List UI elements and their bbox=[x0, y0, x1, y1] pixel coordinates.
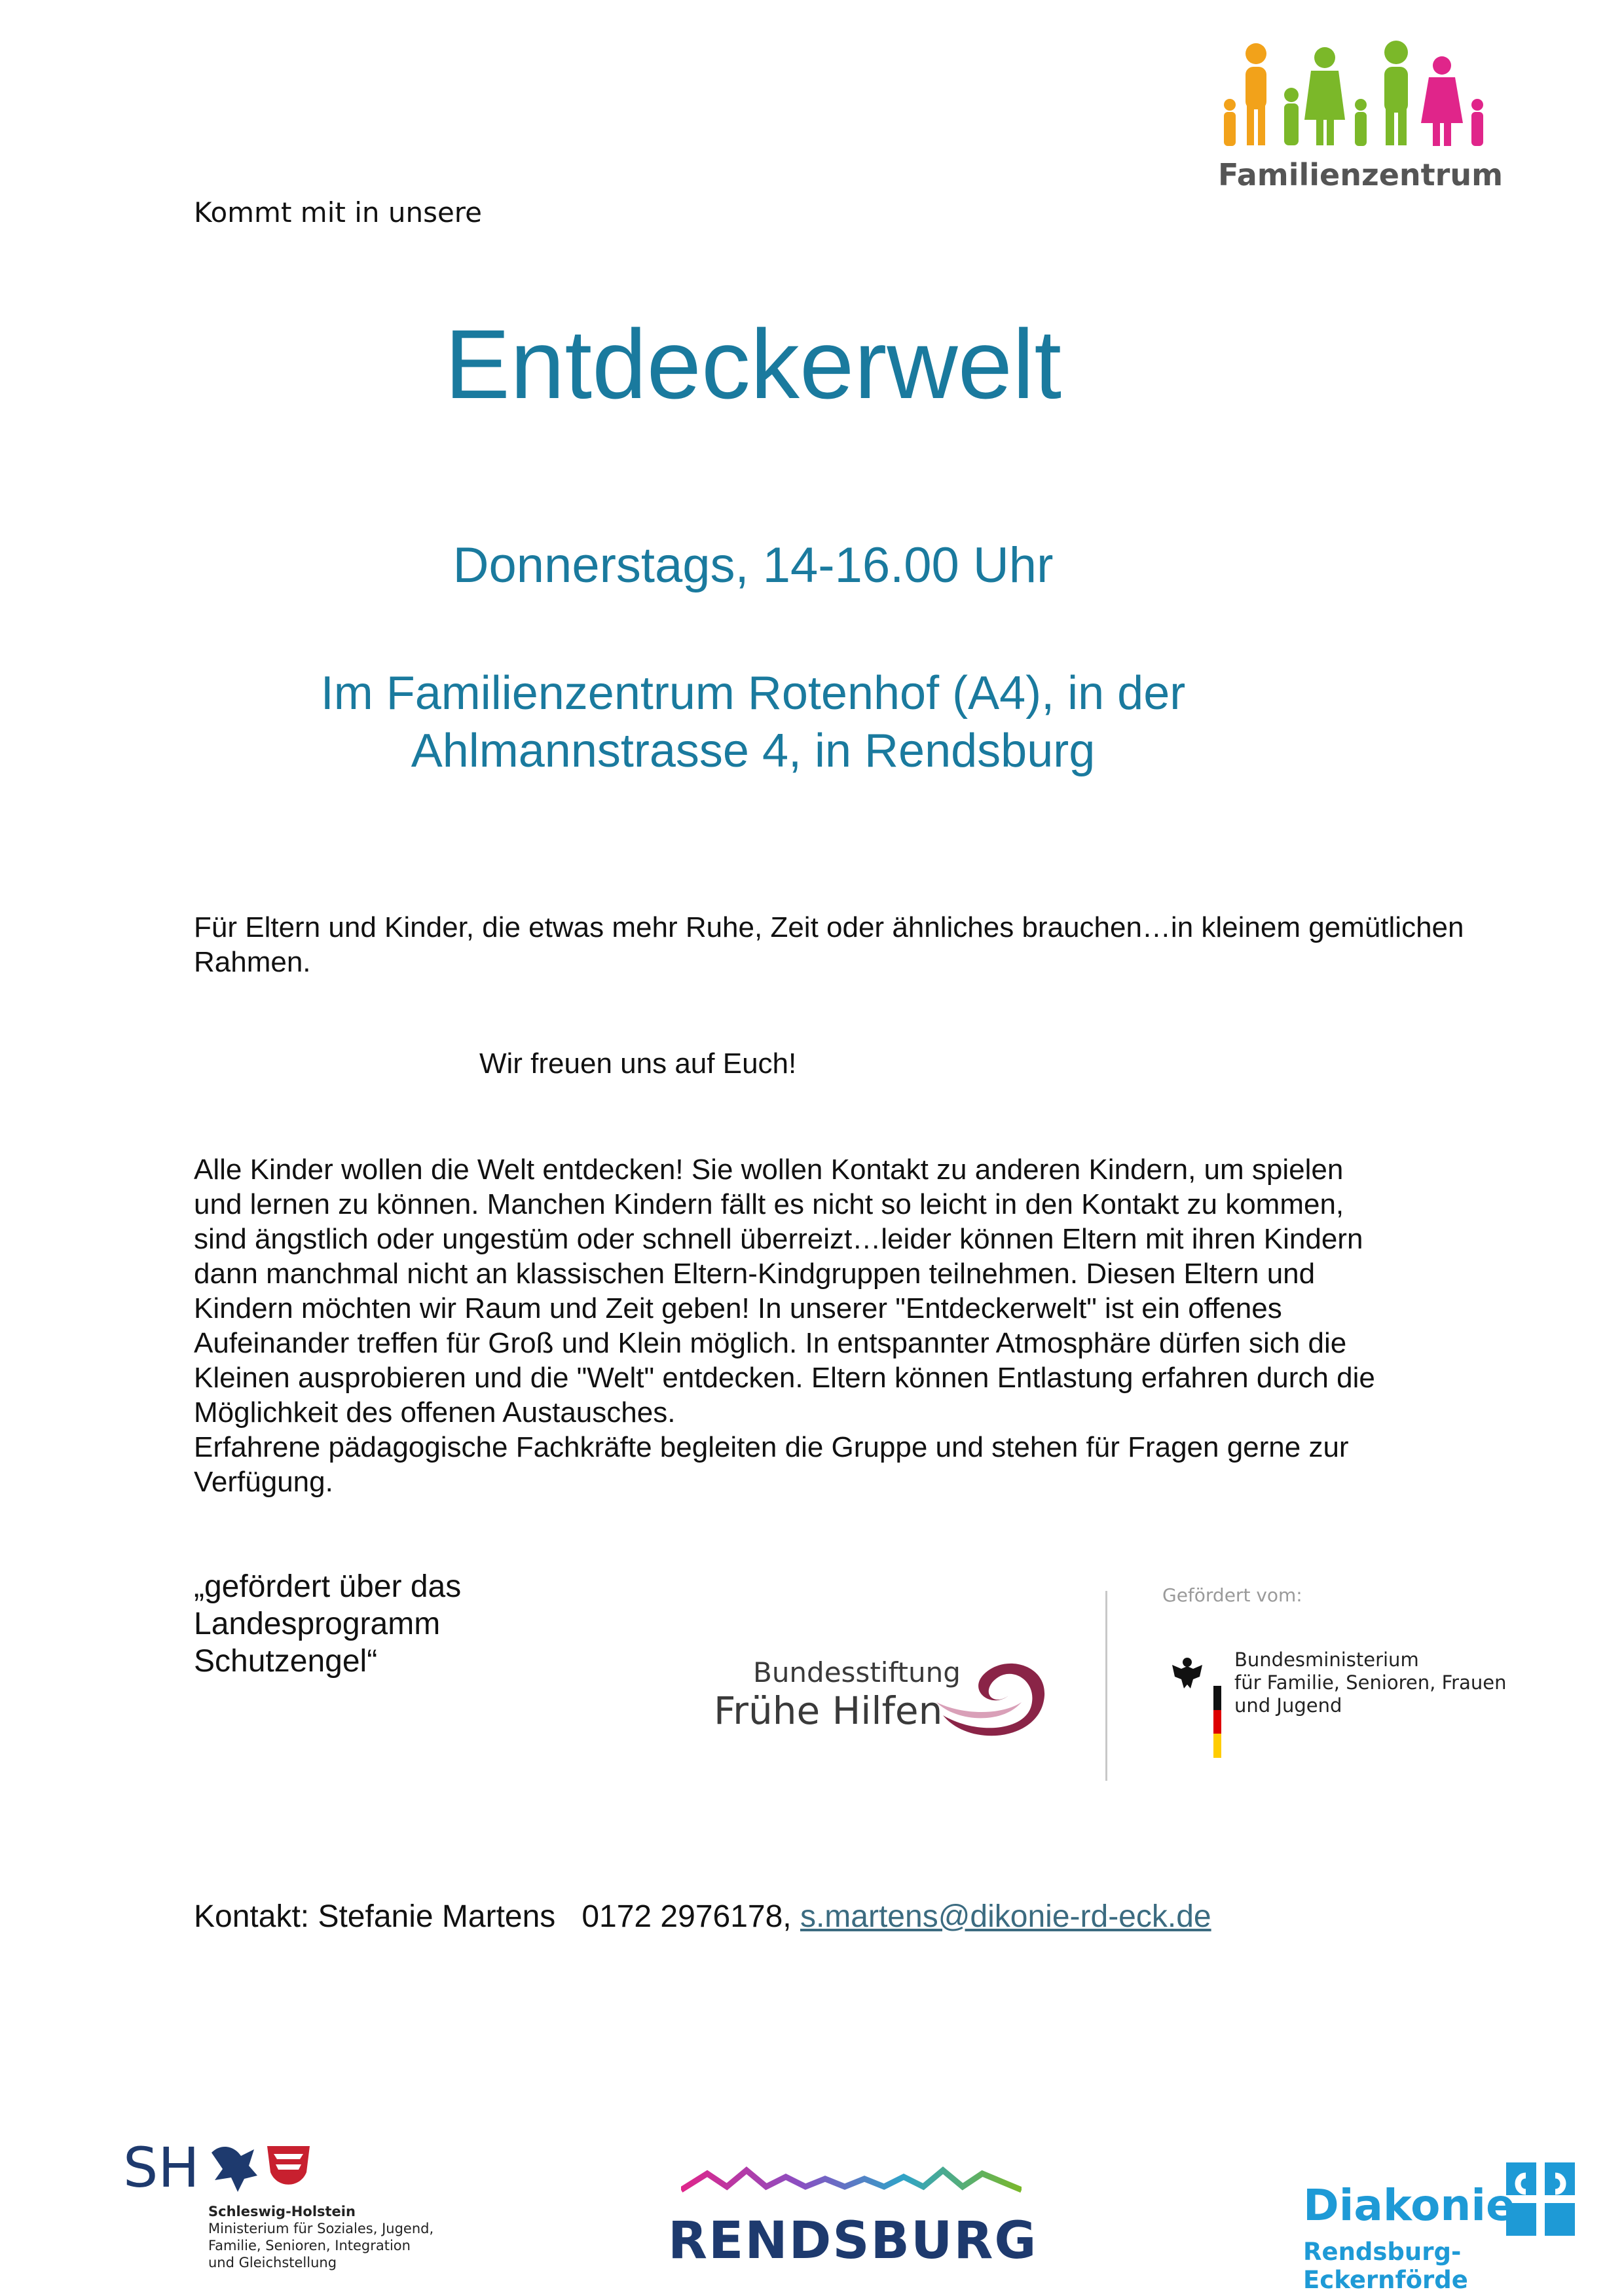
ministry-line: und Jugend bbox=[1234, 1694, 1342, 1717]
rendsburg-bridge-icon bbox=[681, 2160, 1022, 2210]
contact-line bbox=[194, 1899, 1211, 1935]
funding-line: Schutzengel“ bbox=[194, 1644, 378, 1679]
event-time: Donnerstags, 14-16.00 Uhr bbox=[452, 538, 1054, 593]
description-line: und lernen zu können. Manchen Kindern fällt es nicht so leicht in den Kontakt zu kommen, bbox=[194, 1188, 1344, 1220]
description-line: Verfügung. bbox=[194, 1466, 333, 1498]
funding-line: Landesprogramm bbox=[194, 1607, 441, 1641]
sh-line: und Gleichstellung bbox=[208, 2255, 337, 2270]
page-title: Entdeckerwelt bbox=[444, 309, 1062, 419]
description-line: Erfahrene pädagogische Fachkräfte begleiten die Gruppe und stehen für Fragen gerne zur bbox=[194, 1431, 1349, 1463]
intro-paragraph: Für Eltern und Kinder, die etwas mehr Ruhe, Zeit oder ähnliches brauchen…in kleinem gemütlichen Rahmen. bbox=[194, 911, 1464, 978]
description-line: Möglichkeit des offenen Austausches. bbox=[194, 1396, 676, 1429]
contact-email-link[interactable]: s.martens@dikonie-rd-eck.de bbox=[800, 1899, 1211, 1934]
greeting-text: Wir freuen uns auf Euch! bbox=[479, 1048, 797, 1080]
diakonie-cross-icon bbox=[1506, 2162, 1575, 2236]
diakonie-region: Rendsburg-Eckernförde bbox=[1303, 2238, 1468, 2294]
funding-note bbox=[194, 1568, 461, 1680]
sh-line: Familie, Senioren, Integration bbox=[208, 2238, 411, 2253]
sh-ministry-label bbox=[208, 2203, 434, 2271]
location-line-1: Im Familienzentrum Rotenhof (A4), in der bbox=[320, 667, 1186, 720]
funding-line: „gefördert über das bbox=[194, 1569, 462, 1604]
german-flag-bar bbox=[1213, 1686, 1221, 1758]
description-line: Kleinen ausprobieren und die "Welt" entdecken. Eltern können Entlastung erfahren durch die bbox=[194, 1362, 1375, 1394]
ministry-line: Bundesministerium bbox=[1234, 1649, 1419, 1671]
ministry-label: Gefördert vom: bbox=[1162, 1584, 1302, 1606]
sh-logo-letters: SH bbox=[123, 2136, 200, 2200]
sh-coat-of-arms-icon bbox=[208, 2140, 313, 2195]
sh-line: Schleswig-Holstein bbox=[208, 2204, 356, 2219]
diakonie-wordmark: Diakonie bbox=[1303, 2180, 1515, 2231]
description-line: Aufeinander treffen für Groß und Klein möglich. In entspannter Atmosphäre dürfen sich die bbox=[194, 1327, 1347, 1359]
location-line-2: Ahlmannstrasse 4, in Rendsburg bbox=[411, 725, 1096, 777]
sh-line: Ministerium für Soziales, Jugend, bbox=[208, 2221, 434, 2236]
bundesstiftung-swirl-icon bbox=[930, 1650, 1054, 1748]
federal-eagle-icon bbox=[1167, 1653, 1208, 1694]
familienzentrum-logo bbox=[1218, 39, 1493, 157]
description-line: Alle Kinder wollen die Welt entdecken! Sie wollen Kontakt zu anderen Kindern, um spielen bbox=[194, 1154, 1344, 1186]
contact-prefix: Kontakt: Stefanie Martens 0172 2976178, bbox=[194, 1899, 800, 1934]
bundesstiftung-logo-text bbox=[714, 1656, 961, 1733]
bundesstiftung-line-1: Bundesstiftung bbox=[753, 1656, 961, 1688]
description-line: dann manchmal nicht an klassischen Eltern-Kindgruppen teilnehmen. Diesen Eltern und bbox=[194, 1258, 1316, 1290]
familienzentrum-label: Familienzentrum bbox=[1218, 157, 1504, 192]
event-location bbox=[0, 665, 1506, 780]
rendsburg-wordmark: RENDSBURG bbox=[668, 2212, 1038, 2270]
intro-text: Kommt mit in unsere bbox=[194, 196, 482, 228]
description-paragraph bbox=[194, 1152, 1471, 1499]
logo-divider bbox=[1105, 1591, 1107, 1781]
ministry-name bbox=[1234, 1649, 1506, 1717]
ministry-line: für Familie, Senioren, Frauen bbox=[1234, 1671, 1507, 1694]
description-line: Kindern möchten wir Raum und Zeit geben! In unserer "Entdeckerwelt" ist ein offenes bbox=[194, 1292, 1282, 1324]
bundesstiftung-line-2: Frühe Hilfen bbox=[714, 1688, 943, 1733]
family-figures-icon bbox=[1224, 41, 1483, 146]
description-line: sind ängstlich oder ungestüm oder schnell überreizt…leider können Eltern mit ihren Kindern bbox=[194, 1223, 1363, 1255]
